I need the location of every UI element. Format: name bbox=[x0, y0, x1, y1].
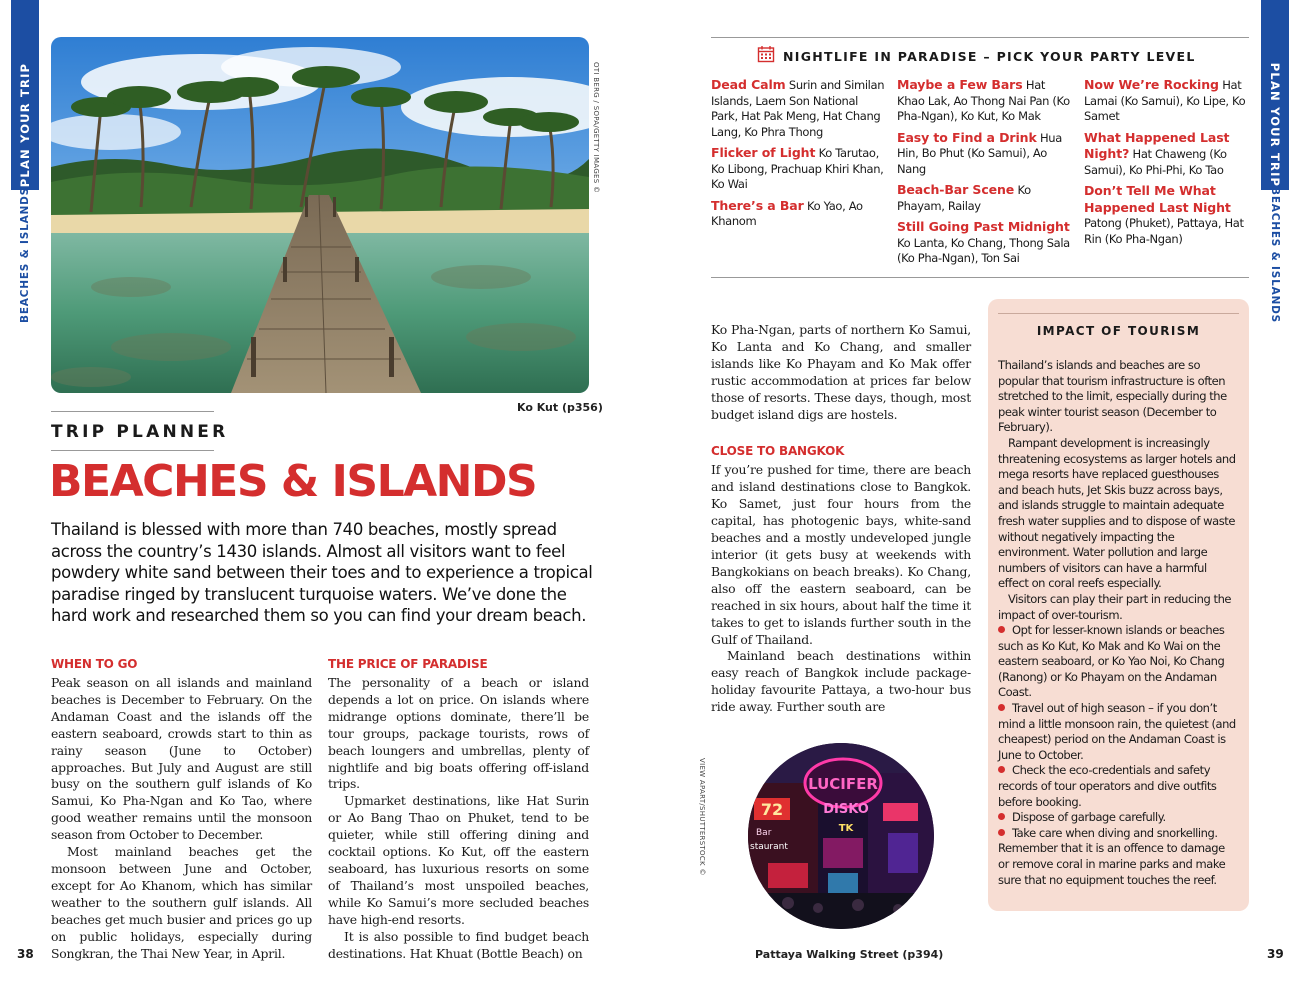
sign-lucifer: LUCIFER bbox=[808, 775, 878, 793]
impact-body bbox=[998, 358, 1238, 888]
nightlife-entry: Maybe a Few Bars Hat Khao Lak, Ao Thong Nai Pan (Ko Pha-Ngan), Ko Kut, Ko Mak bbox=[897, 77, 1070, 123]
side-tab-beaches-islands[interactable]: BEACHES & ISLANDS bbox=[19, 187, 31, 323]
nightlife-header bbox=[757, 45, 1196, 68]
nightlife-entry: Easy to Find a Drink Hua Hin, Bo Phut (Ko Samui), Ao Nang bbox=[897, 129, 1062, 176]
price-paragraph-1: The personality of a beach or island depends a lot on price. On islands where midrange options dominate, there’ll be tour groups, package tourists, rows of beach loungers and umbrellas, plenty of nightlife and big boats offering off-island trips. bbox=[328, 675, 589, 792]
side-tab-plan-your-trip[interactable]: PLAN YOUR TRIP bbox=[11, 0, 39, 190]
page-number-left: 38 bbox=[17, 947, 34, 961]
page-title: BEACHES & ISLANDS bbox=[49, 456, 537, 507]
sign-restaurant: staurant bbox=[750, 842, 788, 852]
heading-price-of-paradise: THE PRICE OF PARADISE bbox=[328, 657, 488, 671]
sign-72: 72 bbox=[760, 800, 784, 819]
sign-tk: TK bbox=[838, 823, 854, 834]
photo-credit-pattaya: VIEW APART/SHUTTERSTOCK © bbox=[698, 758, 706, 876]
impact-bullet: Check the eco-credentials and safety records of tour operators and dive outfits before booking. bbox=[998, 763, 1217, 809]
kicker-rule-top bbox=[51, 411, 214, 412]
bullet-dot-icon bbox=[998, 766, 1005, 773]
nightlife-entry: Flicker of Light Ko Tarutao, Ko Libong, Prachuap Khiri Khan, Ko Wai bbox=[711, 145, 884, 191]
bangkok-paragraph-1: If you’re pushed for time, there are beach and island destinations close to Bangkok. Ko Samet, just four hours from the capital, has photogenic bays, white-sand beaches and a mostly undeveloped jungle interior (it gets busy at weekends with Bangkokians on beach breaks). Ko Chang, also off the eastern seaboard, can be reached in six hours, about half the time it takes to get to islands further south in the Gulf of Thailand. bbox=[711, 462, 971, 647]
side-tab-plan-your-trip-right[interactable]: PLAN YOUR TRIP bbox=[1261, 0, 1289, 190]
sign-disko: DISKO bbox=[823, 802, 869, 817]
impact-bullet: Take care when diving and snorkelling. Remember that it is an offence to damage or remove coral in marine parks and make sure that no equipment touches the reef. bbox=[998, 825, 1226, 887]
nightlife-entry: Still Going Past Midnight Ko Lanta, Ko Chang, Thong Sala (Ko Pha-Ngan), Ton Sai bbox=[897, 219, 1070, 265]
sign-bar: Bar bbox=[756, 828, 772, 838]
impact-of-tourism-box bbox=[988, 299, 1249, 911]
photo-caption-pattaya: Pattaya Walking Street (p394) bbox=[755, 948, 944, 961]
price-paragraph-3: It is also possible to find budget beach destinations. Hat Khuat (Bottle Beach) on bbox=[328, 928, 589, 961]
nightlife-entry: Don’t Tell Me What Happened Last Night Patong (Phuket), Pattaya, Hat Rin (Ko Pha-Ngan) bbox=[1084, 183, 1244, 246]
nightlife-entry: Beach-Bar Scene Ko Phayam, Railay bbox=[897, 182, 1031, 213]
page-number-right: 39 bbox=[1267, 947, 1284, 961]
intro-paragraph: Thailand is blessed with more than 740 beaches, mostly spread across the country’s 1430 islands. Almost all visitors want to feel powdery white sand between their toes and to experience a tropical paradise ringed by translucent turquoise waters. We’ve done the hard work and researched them so you can find your dream beach. bbox=[51, 520, 593, 626]
nightlife-rule-bottom bbox=[711, 277, 1249, 278]
price-paragraph-2: Upmarket destinations, like Hat Surin or Ao Bang Thao on Phuket, tend to be quieter, while still offering dining and cocktail options. Ko Kut, off the eastern seaboard, has luxurious resorts on some of Thailand’s most unspoiled beaches, while Ko Samui’s more secluded beaches have high-end resorts. bbox=[328, 793, 589, 927]
bangkok-paragraph-2: Mainland beach destinations within easy reach of Bangkok include package-holiday favourite Pattaya, a two-hour bus ride away. Further south are bbox=[711, 648, 971, 715]
nightlife-title: NIGHTLIFE IN PARADISE – PICK YOUR PARTY LEVEL bbox=[783, 49, 1196, 64]
nightlife-entry: Dead Calm Surin and Similan Islands, Laem Son National Park, Hat Pak Meng, Hat Chang Lang, Ko Phra Thong bbox=[711, 77, 885, 139]
heading-close-to-bangkok: CLOSE TO BANGKOK bbox=[711, 444, 845, 459]
photo-ko-kut-pier bbox=[51, 37, 589, 393]
impact-bullet: Travel out of high season – if you don’t mind a little monsoon rain, the quietest (and cheapest) period on the Andaman Coast is June to October. bbox=[998, 701, 1236, 762]
bullet-dot-icon bbox=[998, 813, 1005, 820]
nightlife-rule-top bbox=[711, 37, 1249, 38]
photo-credit-ko-kut: OTI BERG / SOPA/GETTY IMAGES © bbox=[592, 62, 600, 194]
side-tab-beaches-islands-right[interactable]: BEACHES & ISLANDS bbox=[1269, 187, 1281, 323]
bullet-dot-icon bbox=[998, 829, 1005, 836]
heading-when-to-go: WHEN TO GO bbox=[51, 657, 138, 671]
impact-bullet: Opt for lesser-known islands or beaches such as Ko Kut, Ko Mak and Ko Wai on the eastern seaboard, or Ko Yao Noi, Ko Chang (Ranong) or Ko Phayam on the Andaman Coast. bbox=[998, 623, 1225, 700]
photo-pattaya-walking-street bbox=[748, 743, 934, 929]
photo-caption-ko-kut: Ko Kut (p356) bbox=[517, 401, 603, 414]
bullet-dot-icon bbox=[998, 704, 1005, 711]
when-to-go-paragraph-1: Peak season on all islands and mainland beaches is December to February. On the Andaman Coast and the islands off the eastern seaboard, crowds start to thin as rainy season (June to October) approaches. But July and August are still busy on the southern gulf islands of Ko Samui, Ko Pha-Ngan and Ko Tao, where good weather remains until the monsoon season from October to December. bbox=[51, 675, 312, 843]
impact-paragraph-2: Rampant development is increasingly threatening ecosystems as larger hotels and mega resorts have replaced guesthouses and beach huts, Jet Skis buzz across bays, and islands struggle to maintain adequate fresh water supplies and to dispose of waste without negatively impacting the environment. Water pollution and large numbers of visitors can have a harmful effect on coral reefs especially. bbox=[998, 435, 1236, 591]
column-price-of-paradise bbox=[328, 657, 589, 962]
impact-title: IMPACT OF TOURISM bbox=[998, 313, 1239, 338]
nightlife-entry: Now We’re Rocking Hat Lamai (Ko Samui), Ko Lipe, Ko Samet bbox=[1084, 77, 1246, 123]
column-continued bbox=[711, 322, 971, 716]
impact-bullet: Dispose of garbage carefully. bbox=[998, 810, 1238, 826]
nightlife-column-1 bbox=[711, 77, 886, 235]
when-to-go-paragraph-2: Most mainland beaches get the monsoon between June and October, except for Ao Khanom, which has similar weather to the southern gulf islands. All beaches get much busier and prices go up on public holidays, especially during Songkran, the Thai New Year, in April. bbox=[51, 844, 312, 961]
section-kicker: TRIP PLANNER bbox=[51, 422, 229, 442]
nightlife-entry: There’s a Bar Ko Yao, Ao Khanom bbox=[711, 197, 863, 228]
kicker-rule-bottom bbox=[51, 450, 214, 451]
nightlife-box bbox=[711, 37, 1249, 277]
calendar-icon bbox=[757, 45, 775, 68]
nightlife-column-3 bbox=[1084, 77, 1249, 252]
column-when-to-go bbox=[51, 657, 312, 962]
nightlife-column-2 bbox=[897, 77, 1072, 272]
continued-paragraph: Ko Pha-Ngan, parts of northern Ko Samui, Ko Lanta and Ko Chang, and smaller islands like Ko Phayam and Ko Mak offer rustic accommodation at prices far below those of resorts. These days, though, most budget island digs are hostels. bbox=[711, 322, 971, 422]
impact-paragraph-3: Visitors can play their part in reducing the impact of over-tourism. bbox=[998, 591, 1232, 622]
bullet-dot-icon bbox=[998, 626, 1005, 633]
nightlife-entry: What Happened Last Night? Hat Chaweng (Ko Samui), Ko Phi-Phi, Ko Tao bbox=[1084, 129, 1230, 177]
impact-paragraph-1: Thailand’s islands and beaches are so popular that tourism infrastructure is often stretched to the limit, especially during the peak winter tourist season (December to February). bbox=[998, 358, 1227, 435]
